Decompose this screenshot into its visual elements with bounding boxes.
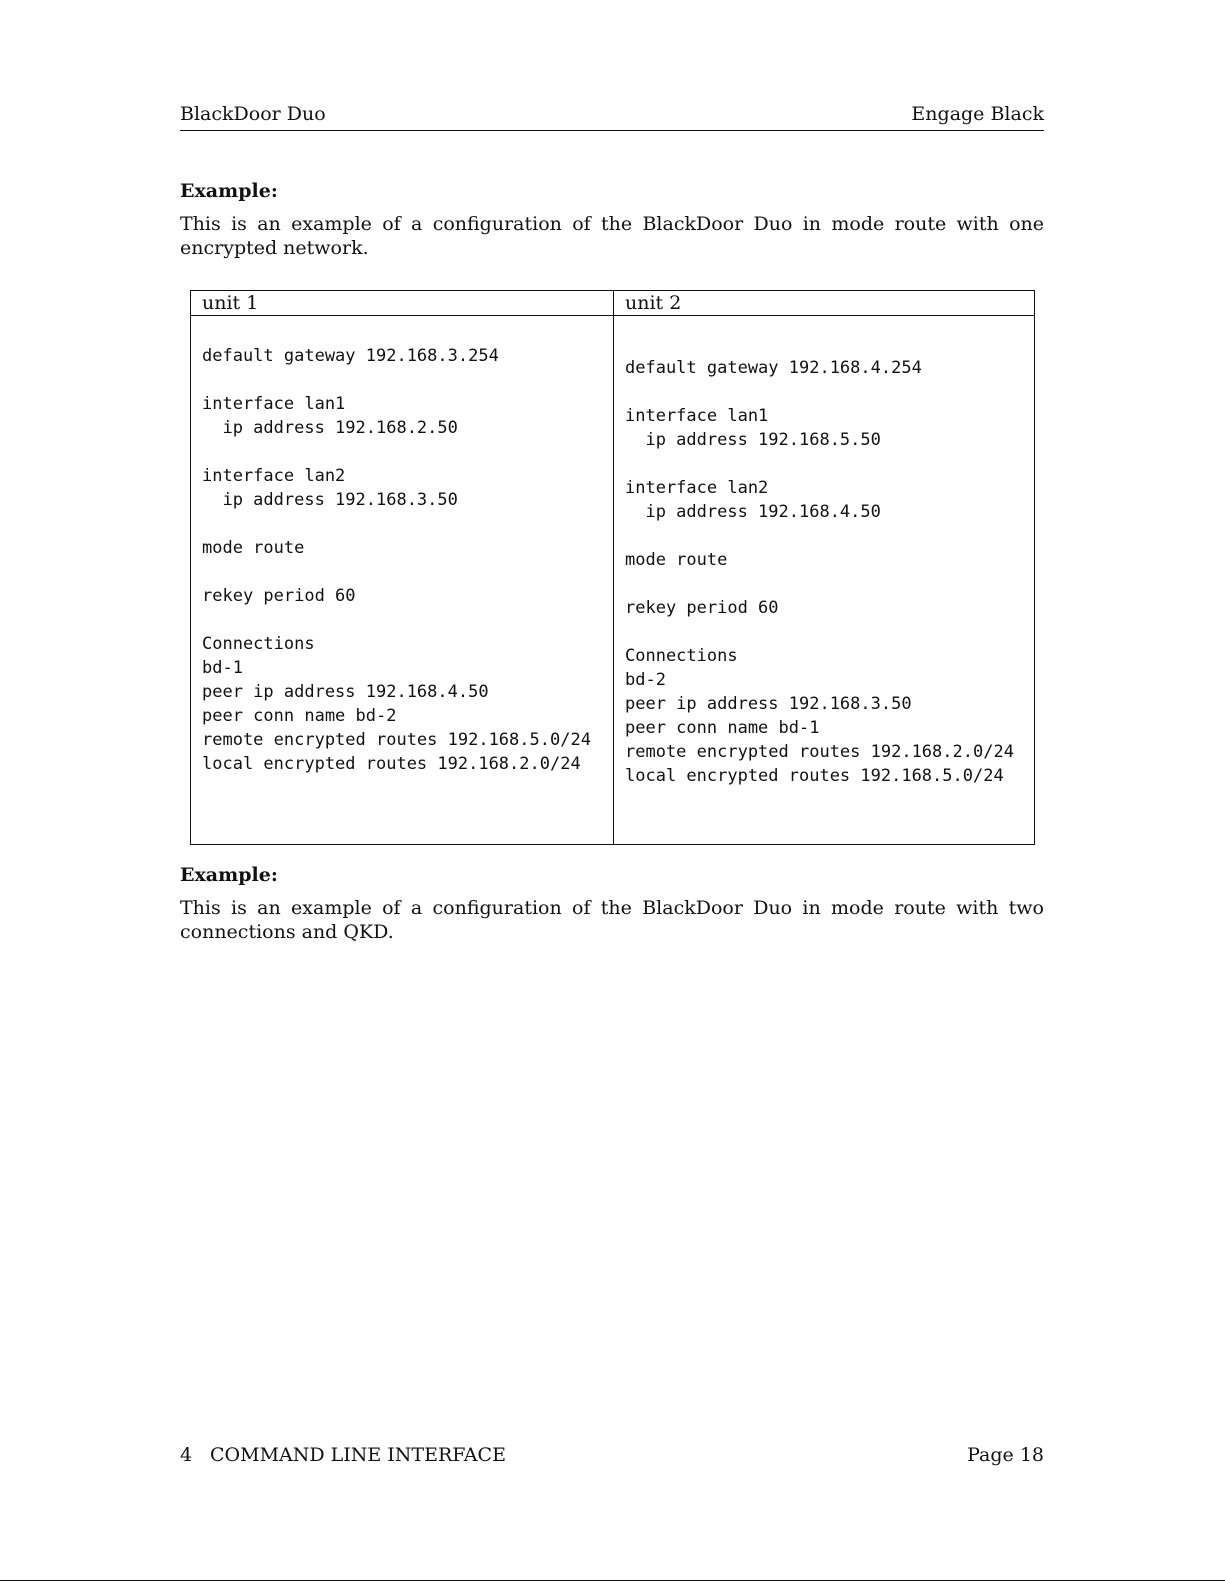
- example-heading-2: Example:: [180, 864, 278, 886]
- config-table: [190, 290, 1035, 845]
- header-document-title: BlackDoor Duo: [180, 103, 326, 125]
- unit2-header: unit 2: [614, 291, 1034, 316]
- unit1-header: unit 1: [191, 291, 613, 316]
- unit1-column: [191, 291, 614, 844]
- example-heading-1: Example:: [180, 180, 278, 202]
- footer-section-number: 4: [180, 1444, 193, 1466]
- footer-section-title: COMMAND LINE INTERFACE: [210, 1444, 506, 1466]
- bottom-rule: [0, 1580, 1225, 1581]
- page-header: [180, 103, 1044, 131]
- header-company-name: Engage Black: [911, 103, 1044, 125]
- unit1-config-code: default gateway 192.168.3.254 interface lan1 ip address 192.168.2.50 interface lan2 ip address 192.168.3.50 mode route rekey period 60 Connections bd-1 peer ip address 192.168.4.50 peer conn name bd-2 remote encrypted routes 192.168.5.0/24 local encrypted routes 192.168.2.0/24: [202, 346, 591, 774]
- footer-section: [180, 1444, 506, 1466]
- unit2-column: [614, 291, 1034, 844]
- unit2-config-code: default gateway 192.168.4.254 interface lan1 ip address 192.168.5.50 interface lan2 ip address 192.168.4.50 mode route rekey period 60 Connections bd-2 peer ip address 192.168.3.50 peer conn name bd-1 remote encrypted routes 192.168.2.0/24 local encrypted routes 192.168.5.0/24: [625, 358, 1014, 786]
- footer-page-number: Page 18: [967, 1444, 1044, 1466]
- example-description-2: This is an example of a configuration of the BlackDoor Duo in mode route with two connections and QKD.: [180, 897, 1044, 943]
- example-description-1: This is an example of a configuration of the BlackDoor Duo in mode route with one encrypted network.: [180, 213, 1044, 259]
